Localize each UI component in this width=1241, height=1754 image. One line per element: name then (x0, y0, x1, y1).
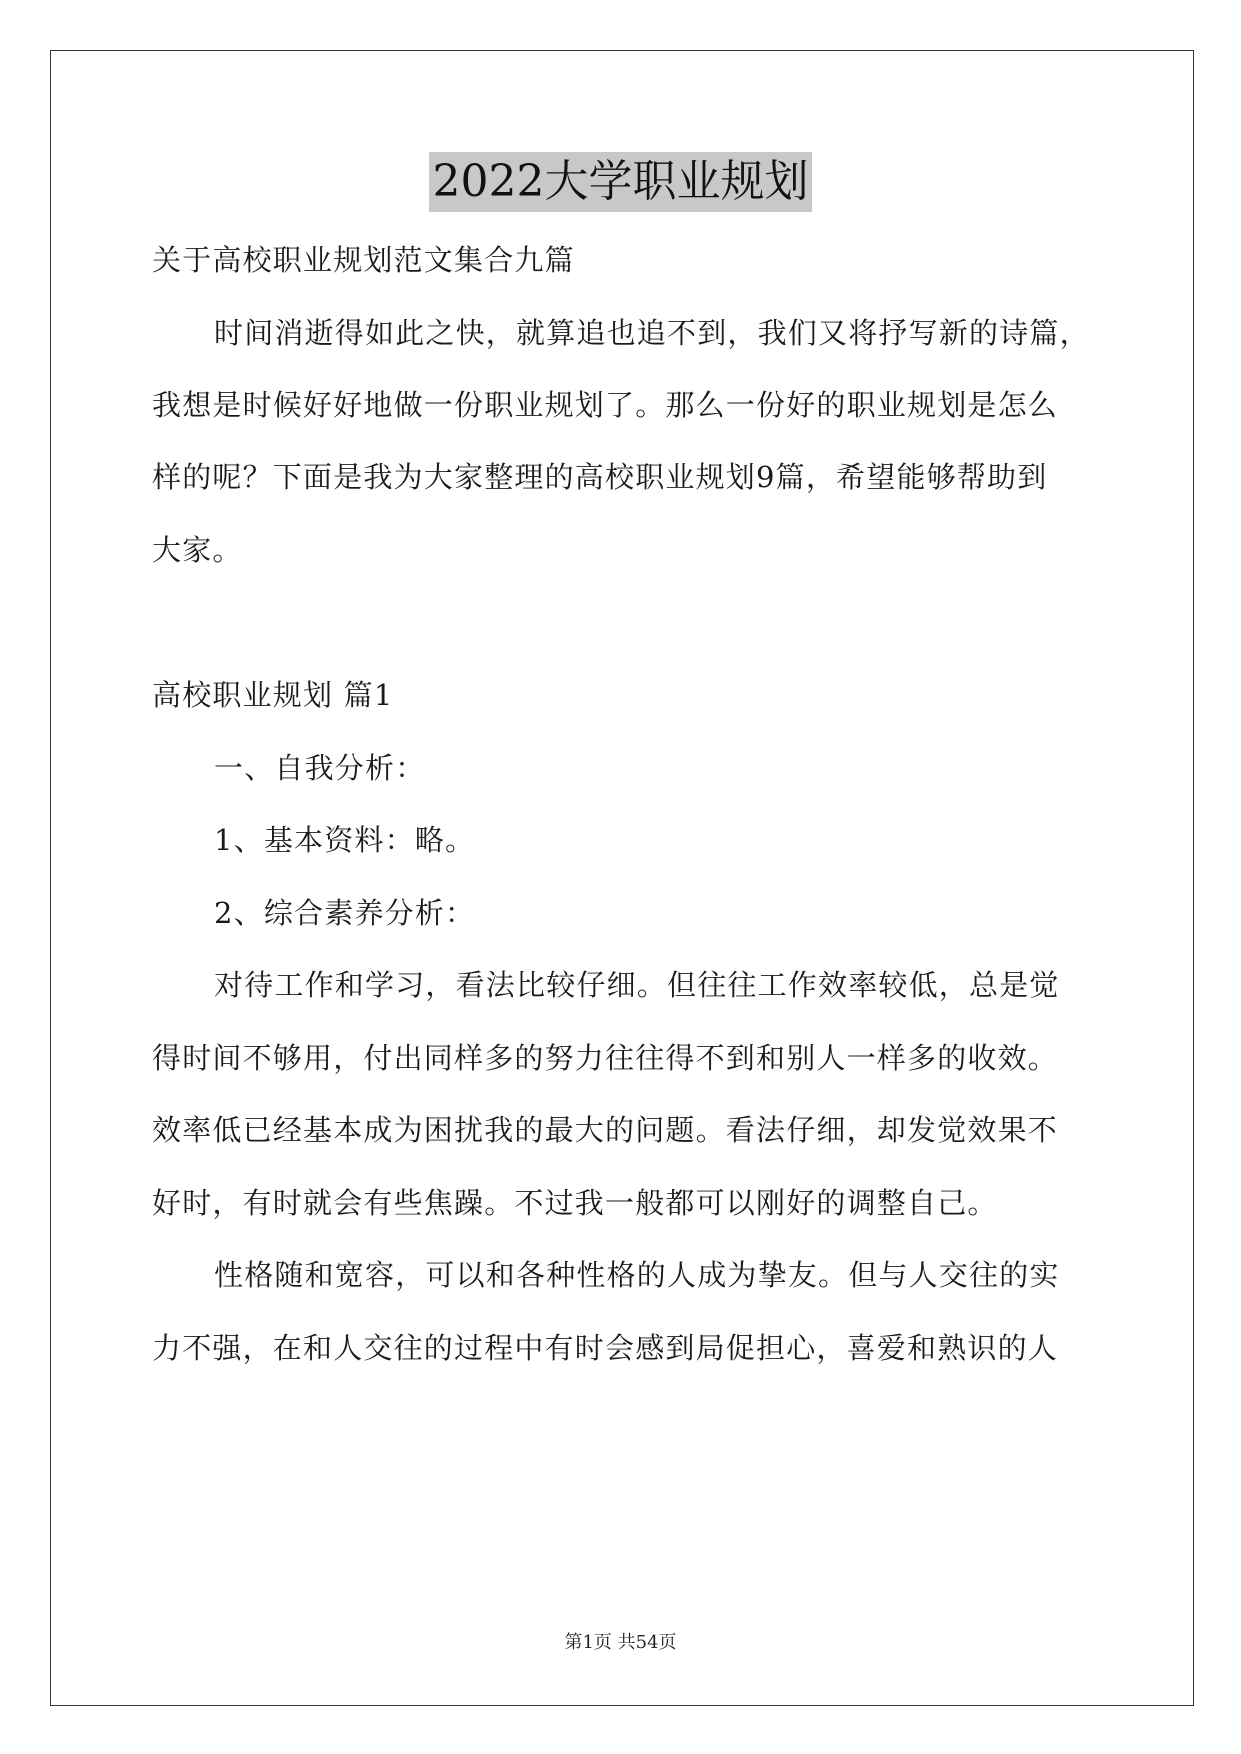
section-heading: 高校职业规划 篇1 (152, 678, 394, 712)
subtitle: 关于高校职业规划范文集合九篇 (152, 243, 575, 277)
paragraph-line: 性格随和宽容，可以和各种性格的人成为挚友。但与人交往的实 (214, 1258, 1060, 1292)
paragraph-line: 我想是时候好好地做一份职业规划了。那么一份好的职业规划是怎么 (152, 388, 1059, 422)
paragraph-line: 时间消逝得如此之快，就算追也追不到，我们又将抒写新的诗篇， (214, 316, 1090, 350)
paragraph-line: 大家。 (152, 533, 243, 567)
title-container (0, 152, 1241, 212)
paragraph-line: 好时，有时就会有些焦躁。不过我一般都可以刚好的调整自己。 (152, 1186, 998, 1220)
paragraph-line: 对待工作和学习，看法比较仔细。但往往工作效率较低，总是觉 (214, 968, 1060, 1002)
paragraph-line: 2、综合素养分析： (214, 896, 476, 930)
document-title: 2022大学职业规划 (429, 152, 813, 212)
paragraph-line: 一、自我分析： (214, 751, 426, 785)
page-border (50, 50, 1194, 1706)
page-footer: 第1页 共54页 (564, 1632, 677, 1653)
paragraph-line: 力不强，在和人交往的过程中有时会感到局促担心，喜爱和熟识的人 (152, 1331, 1059, 1365)
paragraph-line: 1、基本资料：略。 (214, 823, 476, 857)
paragraph-line: 样的呢？下面是我为大家整理的高校职业规划9篇，希望能够帮助到 (152, 460, 1048, 494)
paragraph-line: 效率低已经基本成为困扰我的最大的问题。看法仔细，却发觉效果不 (152, 1113, 1059, 1147)
paragraph-line: 得时间不够用，付出同样多的努力往往得不到和别人一样多的收效。 (152, 1041, 1059, 1075)
